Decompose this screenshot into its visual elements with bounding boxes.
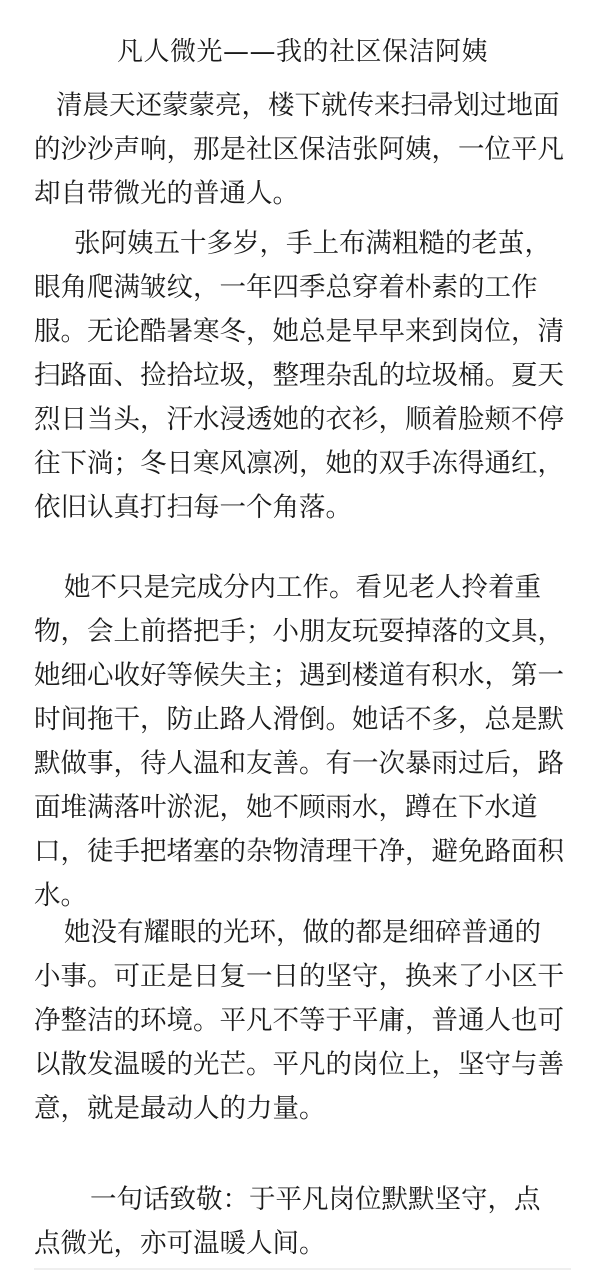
closing-tribute: 一句话致敬：于平凡岗位默默坚守，点点微光，亦可温暖人间。 xyxy=(34,1184,541,1259)
paragraph-1: 清晨天还蒙蒙亮，楼下就传来扫帚划过地面的沙沙声响，那是社区保洁张阿姨，一位平凡却自带微光的普通人。 xyxy=(34,90,564,209)
paragraph-4: 她没有耀眼的光环，做的都是细碎普通的小事。可正是日复一日的坚守，换来了小区干净整洁的环境。平凡不等于平庸，普通人也可以散发温暖的光芒。平凡的岗位上，坚守与善意，就是最动人的力量。 xyxy=(34,917,564,1124)
paragraph-2: 张阿姨五十多岁，手上布满粗糙的老茧，眼角爬满皱纹，一年四季总穿着朴素的工作服。无论酷暑寒冬，她总是早早来到岗位，清扫路面、捡拾垃圾，整理杂乱的垃圾桶。夏天烈日当头，汗水浸透她的衣衫，顺着脸颊不停往下淌；冬日寒风凛冽，她的双手冻得通红，依旧认真打扫每一个角落。 xyxy=(34,228,564,523)
document-title: 凡人微光——我的社区保洁阿姨 xyxy=(116,37,488,67)
bottom-divider xyxy=(34,1268,571,1270)
paragraph-3: 她不只是完成分内工作。看见老人拎着重物，会上前搭把手；小朋友玩耍掉落的文具，她细心收好等候失主；遇到楼道有积水，第一时间拖干，防止路人滑倒。她话不多，总是默默做事，待人温和友善。有一次暴雨过后，路面堆满落叶淤泥，她不顾雨水，蹲在下水道口，徒手把堵塞的杂物清理干净，避免路面积水。 xyxy=(34,572,564,911)
